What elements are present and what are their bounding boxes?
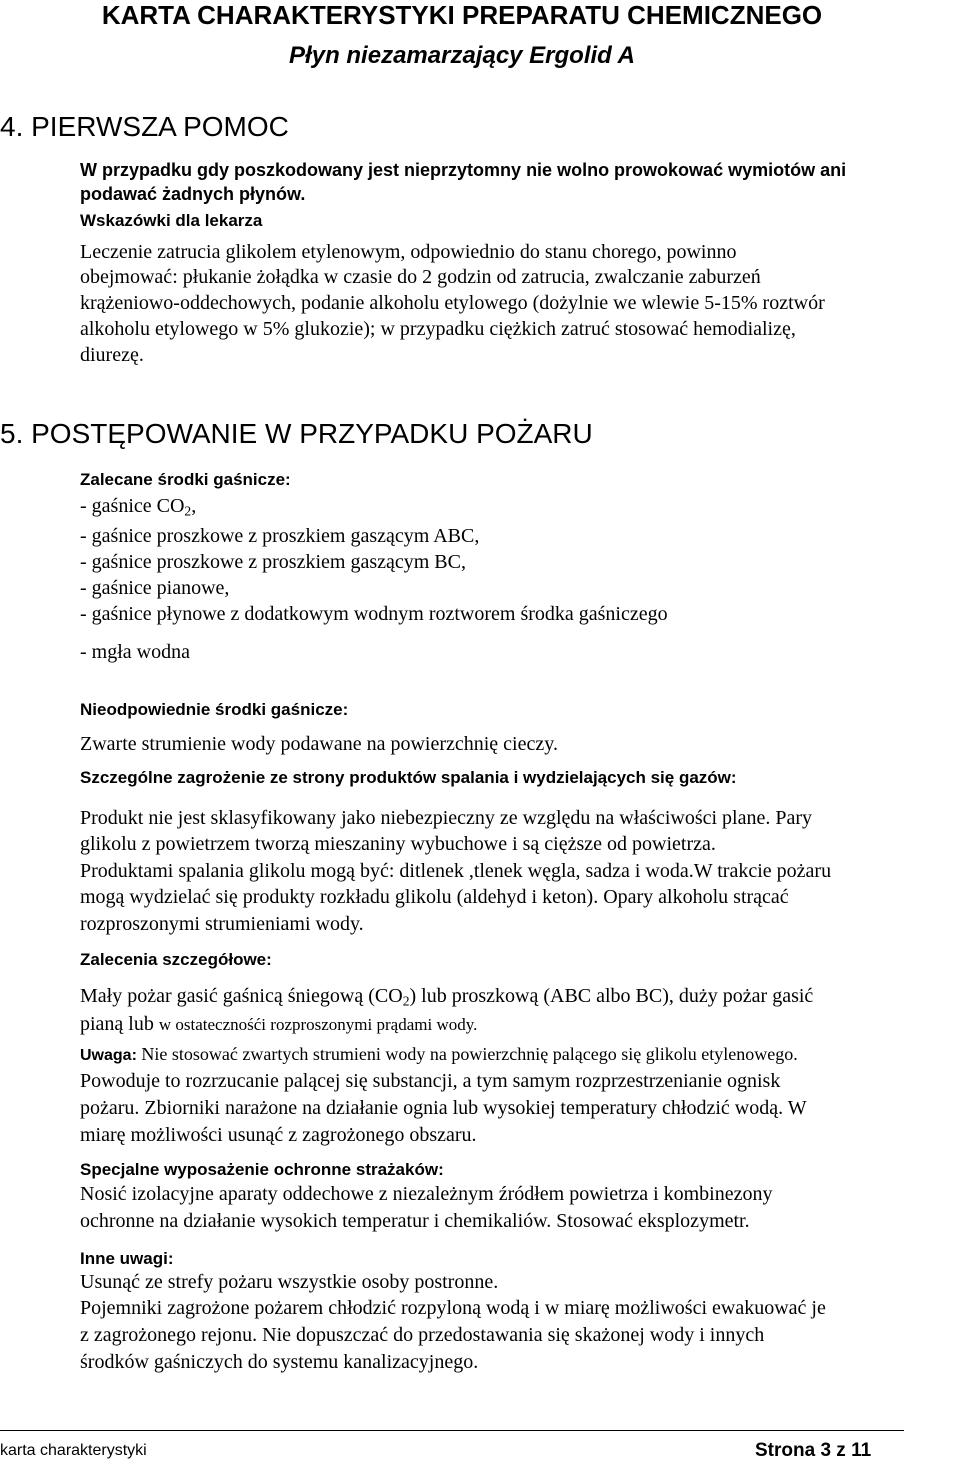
doctor-line-1: Leczenie zatrucia glikolem etylenowym, odpowiednio do stanu chorego, powinno — [80, 241, 737, 263]
footer-divider — [0, 1430, 904, 1431]
doctor-line-3: krążeniowo-oddechowych, podanie alkoholu etylowego (dożylnie we wlewie 5-15% roztwór — [80, 292, 825, 314]
note-line-1: Uwaga: Nie stosować zwartych strumieni wody na powierzchnię palącego się glikolu etylenowego. — [80, 1044, 798, 1064]
doctor-line-5: diurezę. — [80, 344, 144, 366]
product-name: Płyn niezamarzający Ergolid A — [289, 42, 635, 69]
recommended-item: - gaśnice pianowe, — [80, 577, 230, 599]
doctor-heading: Wskazówki dla lekarza — [80, 211, 263, 230]
recommended-item-mist: - mgła wodna — [80, 641, 190, 663]
warning-line-1: W przypadku gdy poszkodowany jest nieprzytomny nie wolno prowokować wymiotów ani — [80, 160, 847, 180]
detailed-line-1: Mały pożar gasić gaśnicą śniegową $(CO_2)$ lub proszkową (ABC albo BC), duży pożar gasić — [80, 985, 814, 1009]
doctor-line-4: alkoholu etylowego w 5% glukozie); w przypadku ciężkich zatruć stosować hemodializę, — [80, 318, 796, 340]
footer-page-number: Strona 3 z 11 — [755, 1440, 872, 1461]
hazard-heading: Szczególne zagrożenie ze strony produktów spalania i wydzielających się gazów: — [80, 768, 737, 787]
recommended-item: - gaśnice proszkowe z proszkiem gaszącym ABC, — [80, 525, 480, 547]
equipment-line-2: ochronne na działanie wysokich temperatur i chemikaliów. Stosować eksplozymetr. — [80, 1210, 750, 1232]
note-label: Uwaga: — [80, 1047, 137, 1064]
note-line-2: Powoduje to rozrzucanie palącej się substancji, a tym samym rozprzestrzenianie ognisk — [80, 1070, 781, 1092]
hazard-line-4: mogą wydzielać się produkty rozkładu glikolu (aldehyd i keton). Opary alkoholu strącać — [80, 886, 789, 908]
unsuitable-text: Zwarte strumienie wody podawane na powierzchnię cieczy. — [80, 733, 558, 755]
equipment-heading: Specjalne wyposażenie ochronne strażaków: — [80, 1160, 444, 1179]
other-line-4: środków gaśniczych do systemu kanalizacyjnego. — [80, 1351, 479, 1373]
equipment-line-1: Nosić izolacyjne aparaty oddechowe z niezależnym źródłem powietrza i kombinezony — [80, 1183, 773, 1205]
doctor-line-2: obejmować: płukanie żołądka w czasie do 2 godzin od zatrucia, zwalczanie zaburzeń — [80, 266, 761, 288]
hazard-line-2: glikolu z powietrzem tworzą mieszaniny wybuchowe i są cięższe od powietrza. — [80, 833, 716, 855]
detailed-heading: Zalecenia szczegółowe: — [80, 950, 272, 969]
recommended-heading: Zalecane środki gaśnicze: — [80, 470, 291, 489]
other-line-3: z zagrożonego rejonu. Nie dopuszczać do przedostawania się skażonej wody i innych — [80, 1324, 765, 1346]
section-4-heading: 4. PIERWSZA POMOC — [0, 111, 289, 142]
footer-doc-name: karta charakterystyki — [0, 1442, 147, 1459]
document-title: KARTA CHARAKTERYSTYKI PREPARATU CHEMICZNEGO — [101, 0, 823, 30]
other-line-2: Pojemniki zagrożone pożarem chłodzić rozpyloną wodą i w miarę możliwości ewakuować je — [80, 1297, 826, 1319]
recommended-item: - gaśnice proszkowe z proszkiem gaszącym BC, — [80, 551, 466, 573]
unsuitable-heading: Nieodpowiednie środki gaśnicze: — [80, 700, 349, 719]
detailed-line-2: pianą lub w ostatecznośći rozproszonymi prądami wody. — [80, 1013, 478, 1035]
other-heading: Inne uwagi: — [80, 1249, 174, 1268]
other-line-1: Usunąć ze strefy pożaru wszystkie osoby postronne. — [80, 1271, 499, 1293]
warning-line-2: podawać żadnych płynów. — [80, 184, 306, 204]
hazard-line-3: Produktami spalania glikolu mogą być: ditlenek ,tlenek węgla, sadza i woda.W trakcie pożaru — [80, 860, 832, 882]
recommended-item-co2: - gaśnice $CO_2$, — [80, 495, 197, 519]
section-5-heading: 5. POSTĘPOWANIE W PRZYPADKU POŻARU — [0, 418, 593, 449]
hazard-line-1: Produkt nie jest sklasyfikowany jako niebezpieczny ze względu na właściwości plane. Pary — [80, 807, 813, 829]
hazard-line-5: rozproszonymi strumieniami wody. — [80, 913, 364, 935]
note-line-3: pożaru. Zbiorniki narażone na działanie ognia lub wysokiej temperatury chłodzić wodą. W — [80, 1097, 807, 1119]
note-line-4: miarę możliwości usunąć z zagrożonego obszaru. — [80, 1124, 477, 1146]
recommended-item: - gaśnice płynowe z dodatkowym wodnym roztworem środka gaśniczego — [80, 603, 668, 625]
